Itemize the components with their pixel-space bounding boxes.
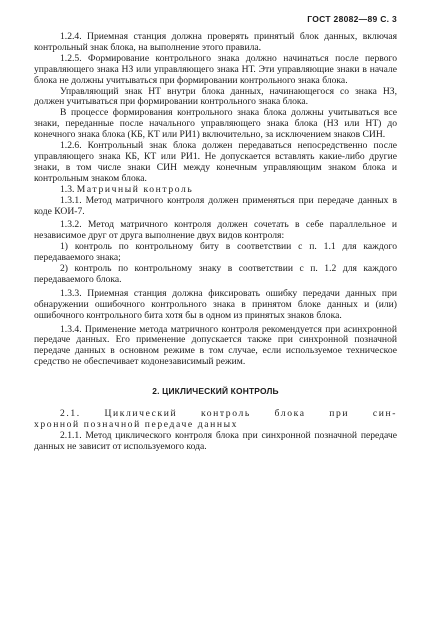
- paragraph-1-3-3: 1.3.3. Приемная станция должна фиксировать ошибку передачи данных при обнаружении ошибочного контрольного знака в принятом блоке данных и (или) ошибочного контрольного бита хотя бы в одном из принятых знаков блока.: [34, 287, 397, 321]
- paragraph-1-2-5-c: В процессе формирования контрольного знака блока должны учитываться все знаки, переданные после начального управляющего знака блока (НЗ или НТ) до конечного знака блока (КБ, КТ или РИ1) включительно, за исключением знаков СИН.: [34, 107, 397, 141]
- section-2-1-heading-line-1: 2.1. Циклический контроль блока при син-: [60, 408, 397, 420]
- paragraph-1-2-5-b: Управляющий знак НТ внутри блока данных, начинающегося со знака НЗ, должен учитываться при формировании контрольного знака блока.: [34, 85, 397, 108]
- paragraph-1-2-5: 1.2.5. Формирование контрольного знака должно начинаться после первого управляющего знака НЗ или управляющего знака НТ. Эти управляющие знаки в начале блока не должны учитываться при формировании контрольного знака блока.: [34, 52, 397, 86]
- section-1-3-title: Матричный контроль: [76, 183, 194, 195]
- paragraph-1-3-4: 1.3.4. Применение метода матричного контроля рекомендуется при асинхронной передаче данных. Его применение допускается также при синхронной позначной передаче данных в основном режиме в том случае, если используемое техническое средство не обеспечивает кодонезависимый режим.: [34, 323, 397, 368]
- section-2-heading: 2. ЦИКЛИЧЕСКИЙ КОНТРОЛЬ: [152, 386, 279, 397]
- paragraph-1-3-1: 1.3.1. Метод матричного контроля должен применяться при передаче данных в коде КОИ-7.: [34, 194, 397, 217]
- section-1-3-heading: [34, 185, 397, 196]
- section-2-1-heading-line-2: хронной позначной передаче данных: [34, 419, 239, 430]
- paragraph-1-2-6: 1.2.6. Контрольный знак блока должен передаваться непосредственно после управляющего знака КБ, КТ или РИ1. Не допускается вставлять какие-либо другие знаки, в том числе знаки СИН между конечным управляющим знаком блока и контрольным знаком блока.: [34, 140, 397, 184]
- section-1-3-number: 1.3.: [60, 183, 75, 195]
- list-item-1: 1) контроль по контрольному биту в соответствии с п. 1.1 для каждого передаваемого знака;: [34, 241, 397, 264]
- document-body: [34, 32, 397, 453]
- paragraph-1-3-2: 1.3.2. Метод матричного контроля должен сочетать в себе параллельное и независимое друг от друга выполнение двух видов контроля:: [34, 219, 397, 242]
- list-item-2: 2) контроль по контрольному знаку в соответствии с п. 1.2 для каждого передаваемого блока.: [34, 263, 397, 285]
- paragraph-2-1-1: 2.1.1. Метод циклического контроля блока при синхронной позначной передаче данных не зависит от используемого кода.: [34, 429, 397, 452]
- paragraph-1-2-4: 1.2.4. Приемная станция должна проверять принятый блок данных, включая контрольный знак блока, на выполнение этого правила.: [34, 31, 397, 53]
- page-header: ГОСТ 28082—89 С. 3: [307, 14, 397, 24]
